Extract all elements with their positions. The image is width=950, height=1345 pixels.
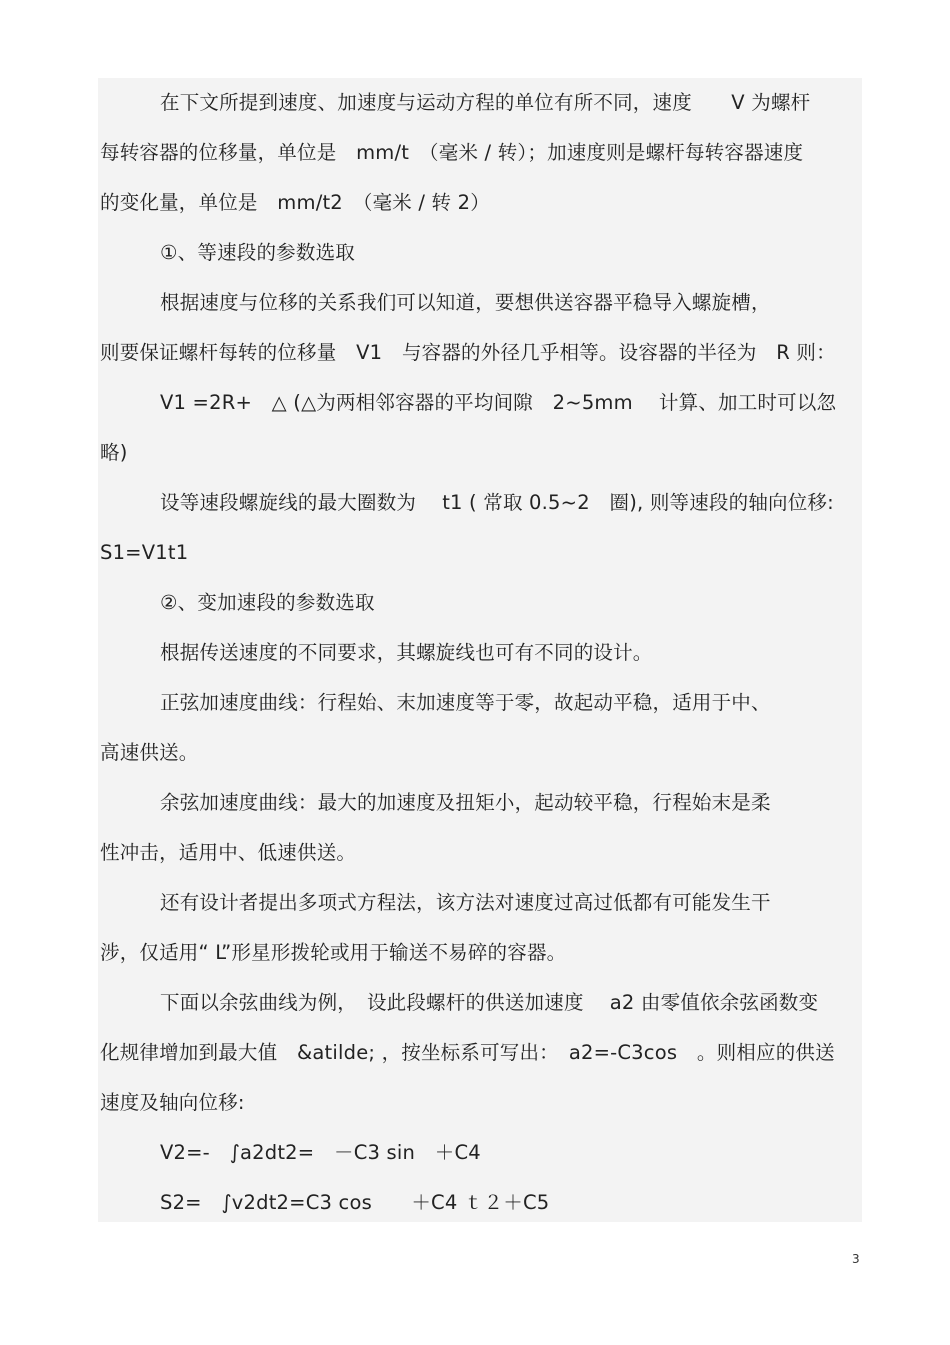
formula-line: V1 =2R+ △ (△为两相邻容器的平均间隙 2~5mm 计算、加工时可以忽 bbox=[160, 391, 837, 414]
section-heading: ①、等速段的参数选取 bbox=[160, 241, 355, 264]
text-line: 涉，仅适用“ L”形星形拨轮或用于输送不易碎的容器。 bbox=[100, 941, 567, 964]
formula-line: V2=- ∫a2dt2= －C3 sin ＋C4 bbox=[160, 1141, 481, 1164]
document-text-block bbox=[98, 78, 862, 1222]
text-line: 每转容器的位移量，单位是 mm/t （毫米 / 转）；加速度则是螺杆每转容器速度 bbox=[100, 141, 804, 164]
text-line: 略) bbox=[100, 441, 128, 464]
section-heading: ②、变加速段的参数选取 bbox=[160, 591, 375, 614]
formula-line: S2= ∫v2dt2=C3 cos ＋C4 ｔ２＋C5 bbox=[160, 1191, 550, 1214]
text-line: 设等速段螺旋线的最大圈数为 t1 ( 常取 0.5~2 圈), 则等速段的轴向位移: bbox=[160, 491, 834, 514]
text-line: 在下文所提到速度、加速度与运动方程的单位有所不同，速度 V 为螺杆 bbox=[160, 91, 811, 114]
text-line: 正弦加速度曲线：行程始、末加速度等于零，故起动平稳，适用于中、 bbox=[160, 691, 771, 714]
text-line: 还有设计者提出多项式方程法，该方法对速度过高过低都有可能发生干 bbox=[160, 891, 771, 914]
text-line: 根据传送速度的不同要求，其螺旋线也可有不同的设计。 bbox=[160, 641, 653, 664]
text-line: 余弦加速度曲线：最大的加速度及扭矩小，起动较平稳，行程始末是柔 bbox=[160, 791, 771, 814]
text-line: 化规律增加到最大值 &atilde; ，按坐标系可写出： a2=-C3cos 。则相应的供送 bbox=[100, 1041, 835, 1064]
text-line: 高速供送。 bbox=[100, 741, 199, 764]
text-line: 速度及轴向位移: bbox=[100, 1091, 245, 1114]
text-line: 下面以余弦曲线为例， 设此段螺杆的供送加速度 a2 由零值依余弦函数变 bbox=[160, 991, 819, 1014]
text-line: 的变化量，单位是 mm/t2 （毫米 / 转 2） bbox=[100, 191, 490, 214]
text-line: 则要保证螺杆每转的位移量 V1 与容器的外径几乎相等。设容器的半径为 R 则： bbox=[100, 341, 836, 364]
text-line: 性冲击，适用中、低速供送。 bbox=[100, 841, 357, 864]
text-line: 根据速度与位移的关系我们可以知道，要想供送容器平稳导入螺旋槽， bbox=[160, 291, 771, 314]
formula-line: S1=V1t1 bbox=[100, 541, 189, 564]
page-number: 3 bbox=[852, 1252, 860, 1266]
